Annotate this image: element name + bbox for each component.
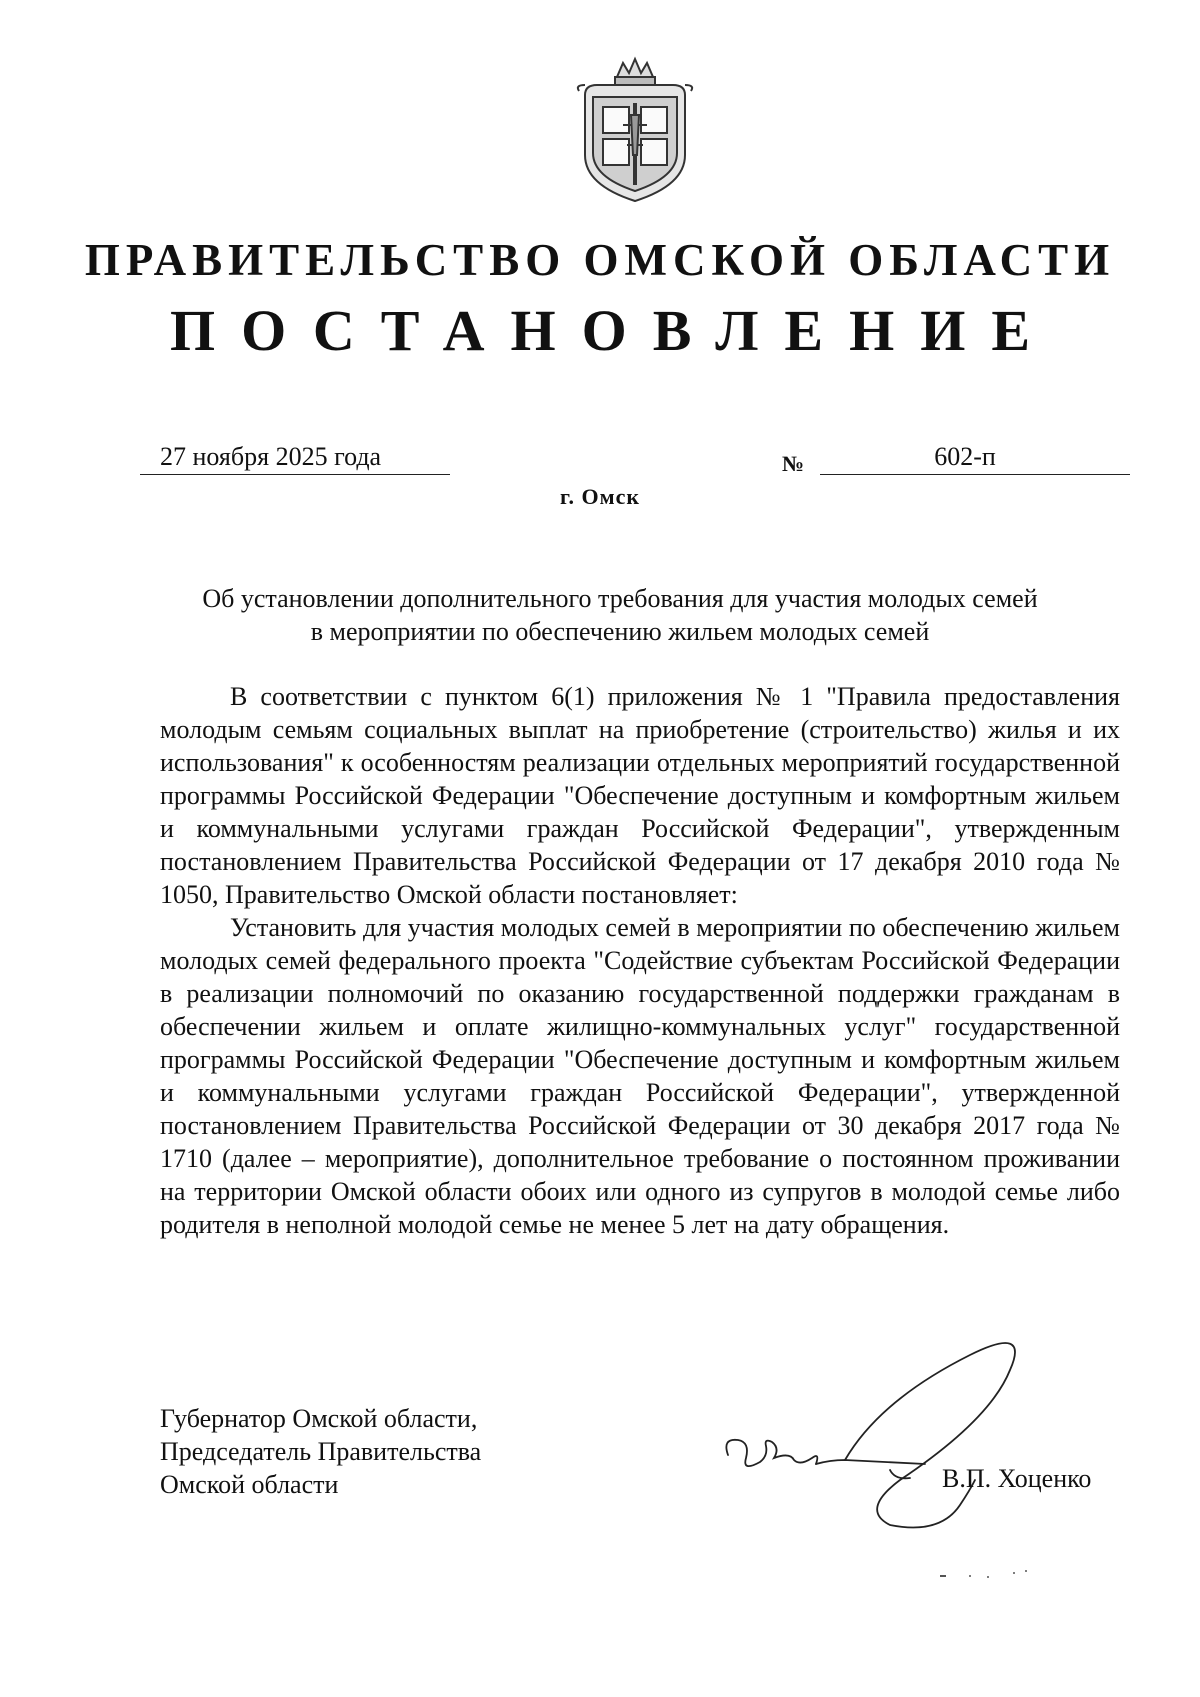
signer-title-line: Председатель Правительства bbox=[160, 1437, 482, 1466]
document-date: 27 ноября 2025 года bbox=[140, 440, 450, 475]
handwritten-signature bbox=[720, 1330, 1120, 1540]
subject-line: в мероприятии по обеспечению жильем молодых семей bbox=[310, 617, 930, 646]
document-subject bbox=[140, 582, 1100, 648]
subject-line: Об установлении дополнительного требования для участия молодых семей bbox=[202, 584, 1038, 613]
signer-name: В.П. Хоценко bbox=[942, 1464, 1092, 1493]
organization-name: ПРАВИТЕЛЬСТВО ОМСКОЙ ОБЛАСТИ bbox=[84, 235, 1116, 285]
document-number: 602-п bbox=[820, 440, 1130, 475]
body-paragraph: Установить для участия молодых семей в мероприятии по обеспечению жильем молодых семей федерального проекта "Содействие субъектам Российской Федерации в реализации полномочий по оказанию государственной поддержки гражданам в обеспечении жильем и оплате жилищно-коммунальных услуг" государственной программы Российской Федерации "Обеспечение доступным и комфортным жильем и коммунальными услугами граждан Российской Федерации", утвержденной постановлением Правительства Российской Федерации от 30 декабря 2017 года № 1710 (далее – мероприятие), дополнительное требование о постоянном проживании на территории Омской области обоих или одного из супругов в молодой семье либо родителя в неполной молодой семье не менее 5 лет на дату обращения. bbox=[160, 913, 1120, 1239]
document-body bbox=[160, 680, 1120, 1241]
signer-title-line: Омской области bbox=[160, 1470, 339, 1499]
scan-specks bbox=[930, 1565, 1050, 1585]
signer-title-line: Губернатор Омской области, bbox=[160, 1404, 478, 1433]
city: г. Омск bbox=[559, 484, 641, 509]
body-paragraph: В соответствии с пунктом 6(1) приложения № 1 "Правила предоставления молодым семьям социальных выплат на приобретение (строительство) жилья и их использования" к особенностям реализации отдельных мероприятий государственной программы Российской Федерации "Обеспечение доступным и комфортным жильем и коммунальными услугами граждан Российской Федерации", утвержденным постановлением Правительства Российской Федерации от 17 декабря 2010 года № 1050, Правительство Омской области постановляет: bbox=[160, 682, 1120, 909]
coat-of-arms-icon bbox=[565, 55, 705, 205]
document-type: ПОСТАНОВЛЕНИЕ bbox=[169, 298, 1057, 363]
signer-title bbox=[160, 1402, 481, 1501]
number-label: № bbox=[782, 451, 805, 476]
